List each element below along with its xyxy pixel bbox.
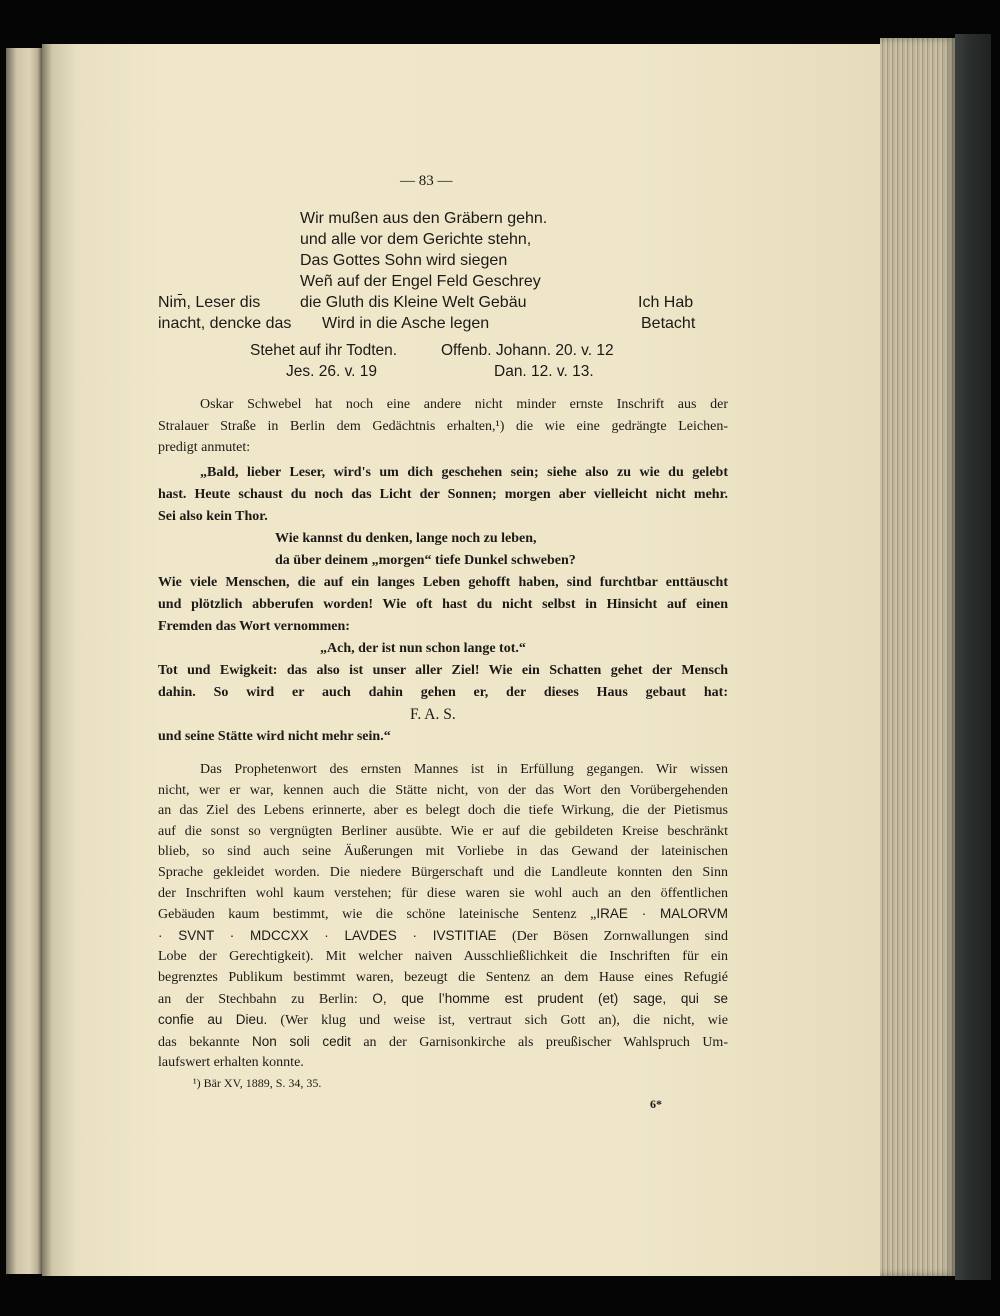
quote-line: Tot und Ewigkeit: das also ist unser aller Ziel! Wie ein Schatten gehet der Mensch: [158, 663, 728, 678]
quote-line: hast. Heute schaust du noch das Licht der Sonnen; morgen aber vielleicht nicht mehr.: [158, 487, 728, 502]
epitaph-verse-line: und alle vor dem Gerichte stehn,: [300, 231, 532, 248]
epitaph-right-margin: [638, 292, 695, 334]
epitaph-verse-line: Wir mußen aus den Gräbern gehn.: [300, 210, 548, 227]
text-line: predigt anmutet:: [158, 440, 251, 455]
quote-closing: und seine Stätte wird nicht mehr sein.“: [158, 729, 391, 744]
text-line: Das Prophetenwort des ernsten Mannes ist in Erfüllung gegangen. Wir wissen: [200, 762, 728, 777]
text-line: auf die sonst so vergnügten Berliner ausübte. Wie er auf die gebildeten Kreise beschränkt: [158, 823, 728, 839]
text-line: begrenztes Publikum bestimmt waren, bezeugt die Sentenz an dem Hause eines Refugié: [158, 969, 728, 985]
text-line: Stralauer Straße in Berlin dem Gedächtnis erhalten,¹) die wie eine gedrängte Leichen-: [158, 418, 728, 434]
book-cover-edge: [955, 34, 991, 1280]
text-line: [158, 989, 728, 1011]
epitaph-right-line: Ich Hab: [638, 294, 694, 311]
epitaph-verse-line: Wird in die Asche legen: [322, 315, 490, 332]
paragraph-1: [158, 394, 728, 459]
french-inscription: O, que l’homme est prudent (et) sage, qui se: [372, 990, 729, 1006]
quote-line: und plötzlich abberufen worden! Wie oft hast du nicht selbst in Hinsicht auf einen: [158, 597, 728, 612]
footnote-marker: ¹): [193, 1076, 201, 1090]
text-line: [158, 904, 728, 926]
text-line: nicht, wer er war, kennen auch die Stätte nicht, von der das Wort den Vorübergehenden: [158, 782, 728, 798]
quote-line: dahin. So wird er auch dahin gehen er, der dieses Haus gebaut hat:: [158, 685, 728, 700]
text-line: laufswert erhalten konnte.: [158, 1055, 304, 1071]
quote-line: „Bald, lieber Leser, wird's um dich geschehen sein; siehe also zu wie du gelebt: [200, 465, 728, 480]
quote-line: Fremden das Wort vernommen:: [158, 619, 350, 634]
epitaph-left-line: Nim̄, Leser dis: [158, 294, 261, 311]
text-line: [158, 1032, 728, 1054]
text-segment: (Wer klug und weise ist, vertraut sich Gott an), die nicht, wie: [267, 1013, 728, 1029]
quote-verse-line: Wie kannst du denken, lange noch zu leben,: [275, 531, 537, 546]
text-line: Oskar Schwebel hat noch eine andere nicht minder ernste Inschrift aus der: [200, 397, 728, 412]
epitaph-reference: Offenb. Johann. 20. v. 12: [441, 342, 614, 359]
text-line: Lobe der Gerechtigkeit). Mit welcher naiven Ausschließlichkeit die Inschriften für ein: [158, 949, 728, 965]
latin-inscription: · SVNT · MDCCXX · LAVDES · IVSTITIAE: [158, 927, 497, 943]
footnote: [193, 1076, 321, 1091]
text-segment: Gebäuden kaum bestimmt, wie die schöne lateinische Sentenz „: [158, 907, 597, 923]
footnote-text: Bär XV, 1889, S. 34, 35.: [203, 1076, 322, 1090]
text-line: der Inschriften wohl kaum verstehen; für diese waren sie wohl auch an den öffentlichen: [158, 885, 728, 901]
epitaph-right-line: Betacht: [641, 315, 696, 332]
text-line: [158, 1010, 728, 1032]
epitaph-reference: Stehet auf ihr Todten.: [250, 342, 398, 359]
quote-verse-line: da über deinem „morgen“ tiefe Dunkel schweben?: [275, 553, 576, 568]
epitaph-verse: [300, 208, 547, 334]
epitaph-verse-line: die Gluth dis Kleine Welt Gebäu: [300, 294, 527, 311]
quote-line: Wie viele Menschen, die auf ein langes Leben gehofft haben, sind furchtbar enttäuscht: [158, 575, 728, 590]
text-line: an das Ziel des Lebens erinnerte, aber es belegt doch die tiefe Wirkung, die der Pietismus: [158, 803, 728, 819]
text-segment: (Der Bösen Zornwallungen sind: [496, 928, 728, 944]
epitaph-reference: Dan. 12. v. 13.: [494, 363, 594, 380]
quote-exclamation: „Ach, der ist nun schon lange tot.“: [320, 641, 526, 656]
text-segment: an der Garnisonkirche als preußischer Wahlspruch Um-: [350, 1034, 728, 1050]
epitaph-left-margin: [158, 292, 291, 334]
left-page-edge: [6, 48, 42, 1274]
epitaph-verse-line: Weñ auf der Engel Feld Geschrey: [300, 273, 541, 290]
page-number: — 83 —: [400, 173, 453, 189]
text-line: blieb, so sind auch seine Äußerungen mit Vorliebe in das Gewand der lateinischen: [158, 844, 728, 860]
text-segment: an der Stechbahn zu Berlin:: [158, 991, 373, 1007]
paragraph-2: [158, 760, 728, 1074]
page-stack-edge: [880, 38, 956, 1276]
epitaph-verse-line: Das Gottes Sohn wird siegen: [300, 252, 508, 269]
text-segment: das bekannte: [158, 1034, 253, 1050]
latin-inscription: IRAE · MALORVM: [596, 906, 728, 922]
quote-initials: F. A. S.: [410, 706, 456, 723]
epitaph-reference: Jes. 26. v. 19: [286, 363, 378, 380]
french-inscription: confie au Dieu.: [158, 1012, 268, 1028]
signature-mark: 6*: [650, 1097, 662, 1111]
latin-motto: Non soli cedit: [252, 1033, 351, 1049]
inscription-quotation: [158, 462, 728, 748]
quote-line: Sei also kein Thor.: [158, 509, 268, 524]
epitaph-left-line: inacht, dencke das: [158, 315, 292, 332]
text-line: [158, 926, 728, 948]
text-line: Sprache gekleidet worden. Die niedere Bürgerschaft und die Landleute konnten den Sinn: [158, 864, 728, 880]
